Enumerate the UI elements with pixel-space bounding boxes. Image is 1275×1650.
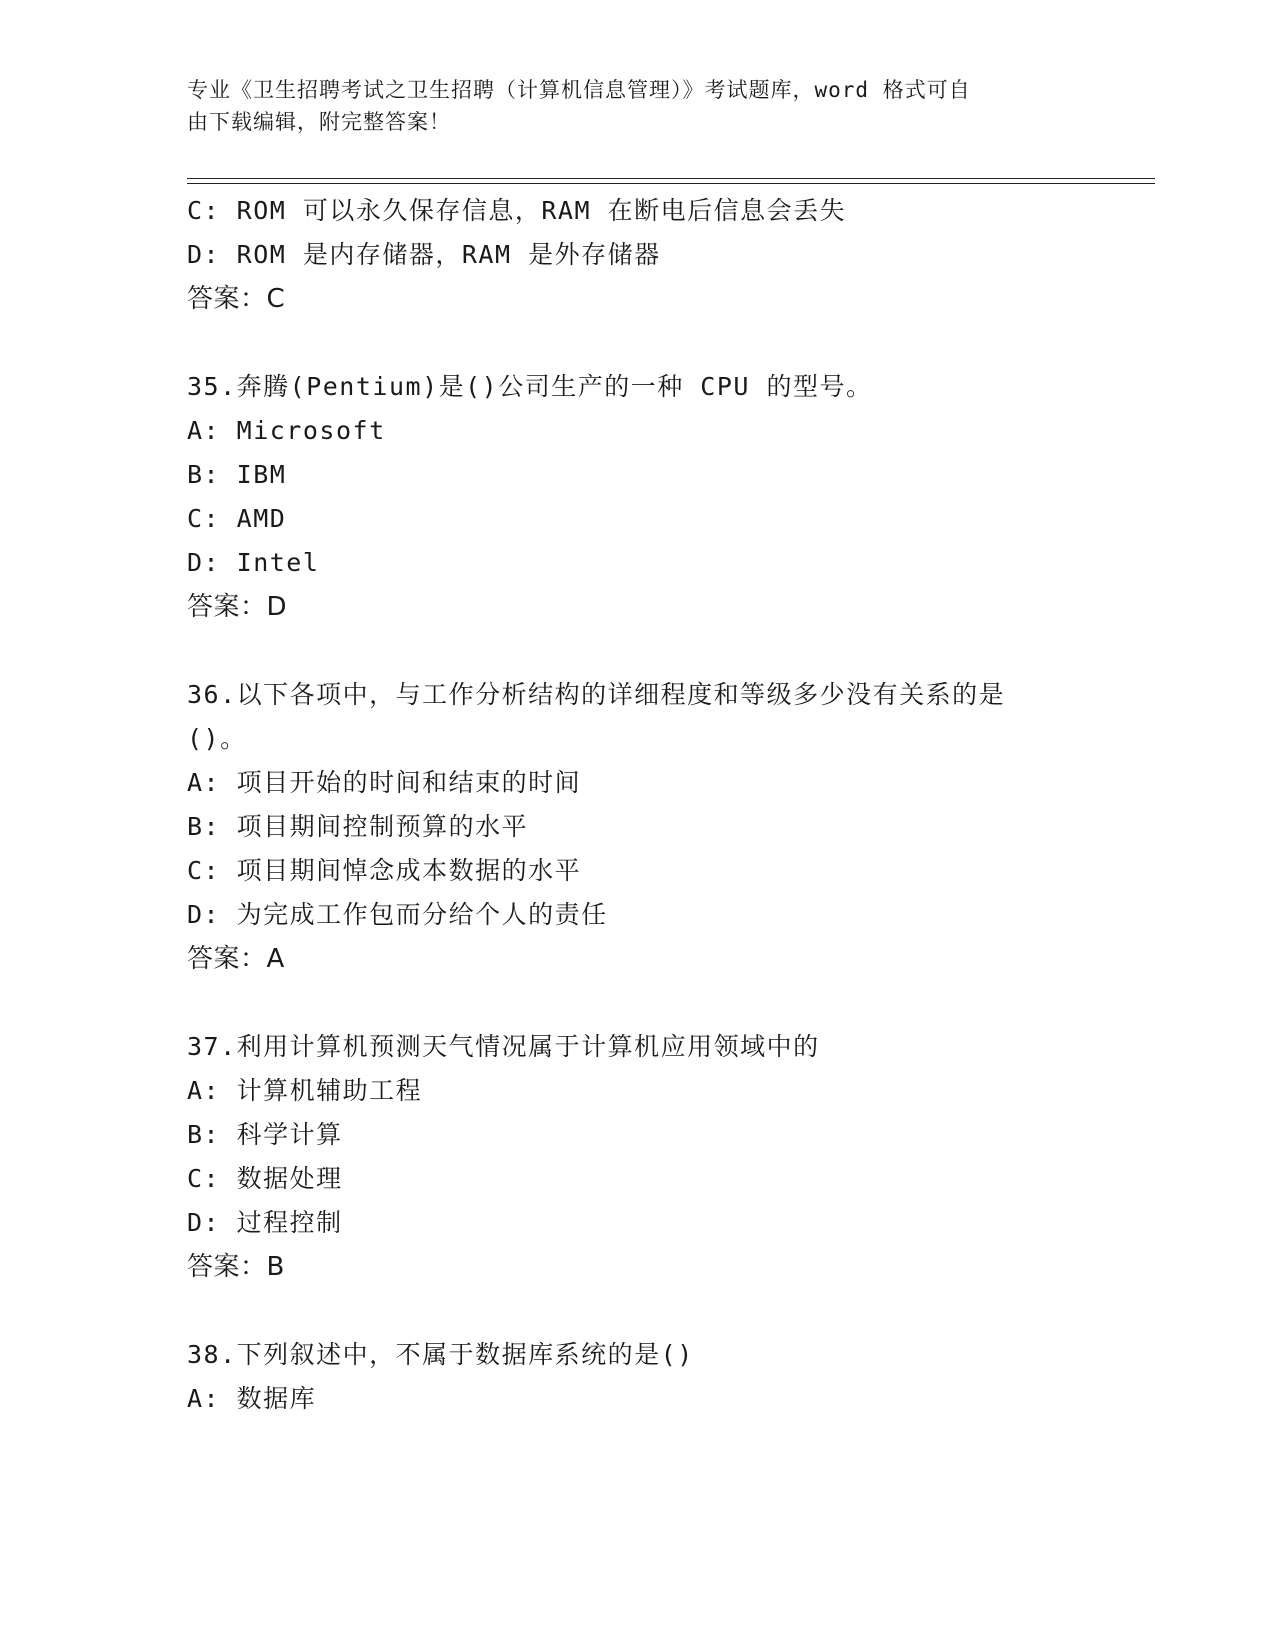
header-divider-top: [187, 178, 1155, 179]
option-c: C: ROM 可以永久保存信息，RAM 在断电后信息会丢失: [187, 196, 847, 225]
answer-label: 答案：C: [187, 284, 286, 314]
option-b: B: 科学计算: [187, 1120, 343, 1149]
option-d: D: Intel: [187, 548, 320, 577]
option-a: A: Microsoft: [187, 416, 386, 445]
option-d: D: ROM 是内存储器，RAM 是外存储器: [187, 240, 661, 269]
answer-label: 答案：A: [187, 944, 285, 974]
option-c: C: 数据处理: [187, 1164, 343, 1193]
answer-label: 答案：B: [187, 1252, 285, 1282]
question-stem: 37.利用计算机预测天气情况属于计算机应用领域中的: [187, 1032, 820, 1061]
option-b: B: IBM: [187, 460, 287, 489]
header-line-1: 专业《卫生招聘考试之卫生招聘（计算机信息管理）》考试题库，word 格式可自: [187, 78, 971, 102]
question-stem-line-1: 36.以下各项中，与工作分析结构的详细程度和等级多少没有关系的是: [187, 680, 1006, 709]
answer-label: 答案：D: [187, 592, 288, 622]
option-c: C: 项目期间悼念成本数据的水平: [187, 856, 582, 885]
option-d: D: 为完成工作包而分给个人的责任: [187, 900, 608, 929]
question-stem: 35.奔腾(Pentium)是()公司生产的一种 CPU 的型号。: [187, 372, 873, 401]
question-stem-line-2: ()。: [187, 724, 247, 753]
option-d: D: 过程控制: [187, 1208, 343, 1237]
option-a: A: 数据库: [187, 1384, 317, 1413]
header-line-2: 由下载编辑，附完整答案！: [187, 110, 451, 134]
header-divider-bottom: [187, 183, 1155, 184]
option-b: B: 项目期间控制预算的水平: [187, 812, 529, 841]
document-header: [187, 74, 1067, 138]
question-stem: 38.下列叙述中，不属于数据库系统的是(): [187, 1340, 694, 1369]
option-c: C: AMD: [187, 504, 287, 533]
option-a: A: 项目开始的时间和结束的时间: [187, 768, 582, 797]
option-a: A: 计算机辅助工程: [187, 1076, 423, 1105]
